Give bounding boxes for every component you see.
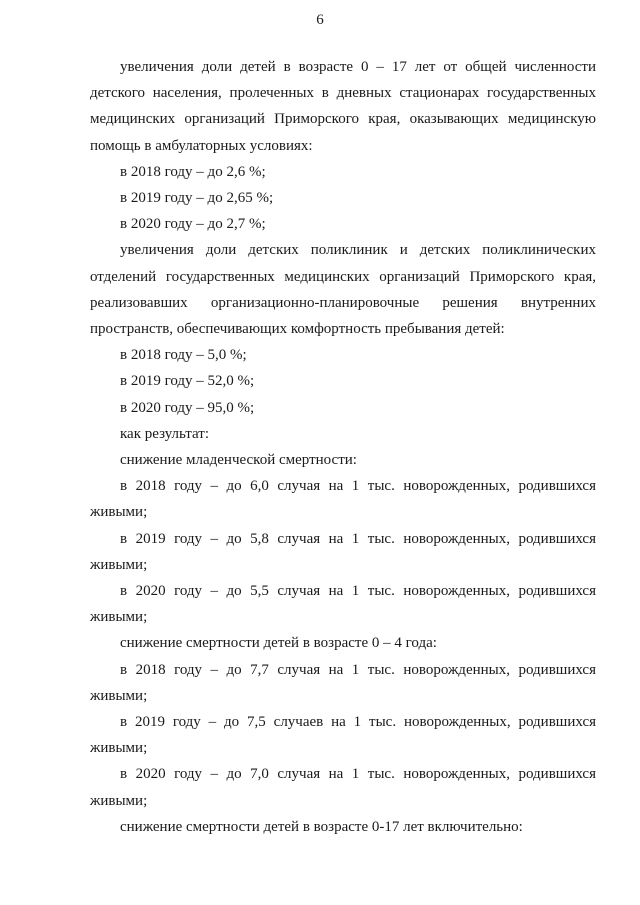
list-item-2020: в 2020 году – до 5,5 случая на 1 тыс. новорожденных, родившихся живыми; (90, 583, 596, 626)
list-item-2019: в 2019 году – до 5,8 случая на 1 тыс. новорожденных, родившихся живыми; (90, 530, 596, 573)
paragraph-mortality-0-17: снижение смертности детей в возрасте 0-17 лет включительно: (120, 818, 523, 835)
list-item-2018: в 2018 году – до 2,6 %; (120, 163, 266, 180)
paragraph-mortality-0-4: снижение смертности детей в возрасте 0 – 4 года: (120, 635, 437, 652)
list-item-2020: в 2020 году – 95,0 %; (120, 399, 255, 416)
list-item-2018: в 2018 году – 5,0 %; (120, 347, 247, 364)
paragraph-polyclinics: увеличения доли детских поликлиник и детских поликлинических отделений государственных медицинских организаций Приморского края, реализовавших организационно-планировочные решения внутренних пространств, обеспечивающих комфортность пребывания детей: (90, 242, 596, 338)
document-body (90, 54, 596, 840)
page-number: 6 (316, 12, 324, 28)
paragraph-infant-mortality: снижение младенческой смертности: (120, 452, 357, 469)
list-item-2019: в 2019 году – 52,0 %; (120, 373, 255, 390)
list-item-2020: в 2020 году – до 2,7 %; (120, 216, 266, 233)
paragraph-children-day-hospital: увеличения доли детей в возрасте 0 – 17 лет от общей численности детского населения, пролеченных в дневных стационарах государственных медицинских организаций Приморского края, оказывающих медицинскую помощь в амбулаторных условиях: (90, 59, 596, 154)
list-item-2019: в 2019 году – до 7,5 случаев на 1 тыс. новорожденных, родившихся живыми; (90, 714, 596, 757)
list-item-2018: в 2018 году – до 7,7 случая на 1 тыс. новорожденных, родившихся живыми; (90, 661, 596, 704)
list-item-2018: в 2018 году – до 6,0 случая на 1 тыс. новорожденных, родившихся живыми; (90, 478, 596, 521)
list-item-2019: в 2019 году – до 2,65 %; (120, 190, 274, 207)
list-item-2020: в 2020 году – до 7,0 случая на 1 тыс. новорожденных, родившихся живыми; (90, 766, 596, 809)
paragraph-as-result: как результат: (120, 425, 210, 442)
